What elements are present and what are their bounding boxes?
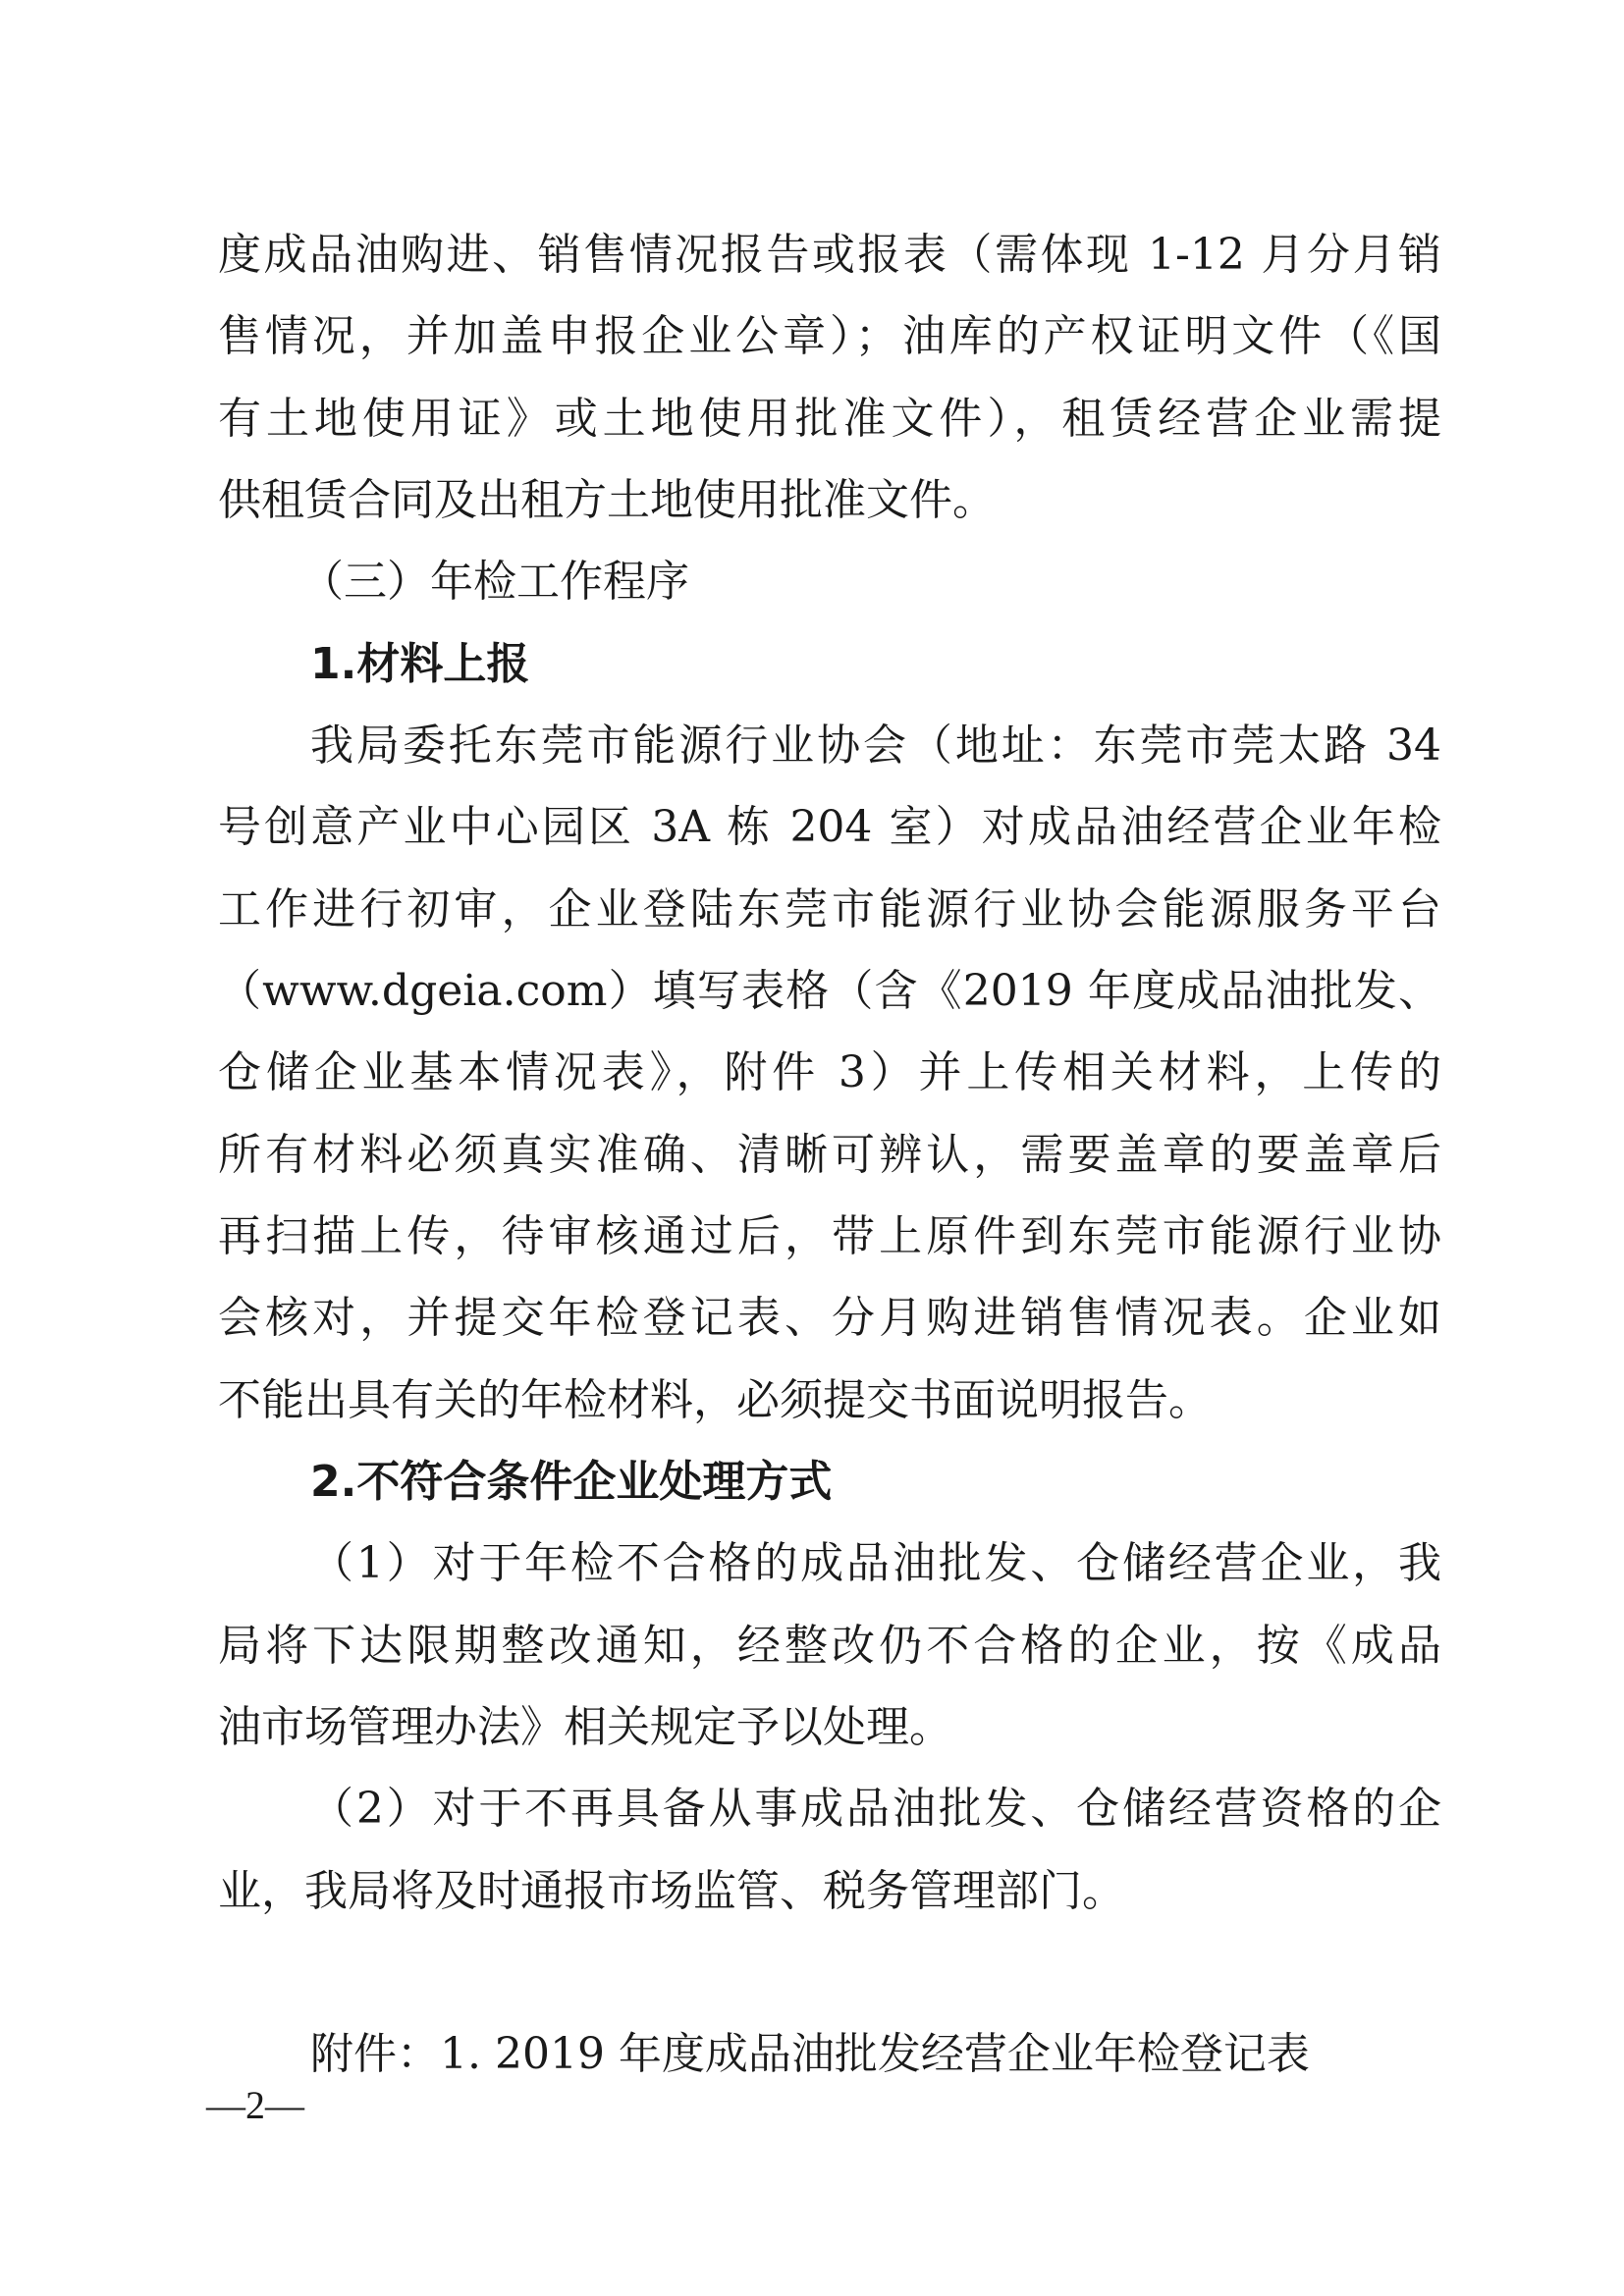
attachment-line: 附件：1. 2019 年度成品油批发经营企业年检登记表: [310, 2029, 1310, 2079]
sub1-line-1: 我局委托东莞市能源行业协会（地址：东莞市莞太路 34: [310, 721, 1441, 771]
sub1-line-9: 不能出具有关的年检材料，必须提交书面说明报告。: [218, 1375, 1212, 1425]
para1-line-3: 有土地使用证》或土地使用批准文件），租赁经营企业需提: [218, 394, 1441, 444]
sub2-item2-line-1: （2）对于不再具备从事成品油批发、仓储经营资格的企: [310, 1784, 1441, 1834]
para1-line-1: 度成品油购进、销售情况报告或报表（需体现 1-12 月分月销: [218, 230, 1441, 280]
page-number: —2—: [206, 2083, 304, 2127]
para1-line-2: 售情况，并加盖申报企业公章）；油库的产权证明文件（《国: [218, 311, 1441, 361]
sub1-line-4: （www.dgeia.com）填写表格（含《2019 年度成品油批发、: [218, 966, 1441, 1016]
sub1-line-2: 号创意产业中心园区 3A 栋 204 室）对成品油经营企业年检: [218, 802, 1441, 852]
sub2-item1-line-3: 油市场管理办法》相关规定予以处理。: [218, 1702, 952, 1752]
sub1-line-8: 会核对，并提交年检登记表、分月购进销售情况表。企业如: [218, 1293, 1441, 1343]
sub1-heading: 1.材料上报: [310, 639, 530, 689]
para1-line-4: 供租赁合同及出租方土地使用批准文件。: [218, 475, 996, 525]
sub1-line-5: 仓储企业基本情况表》，附件 3）并上传相关材料，上传的: [218, 1047, 1441, 1097]
section-3-title: （三）年检工作程序: [300, 557, 689, 607]
sub2-heading: 2.不符合条件企业处理方式: [310, 1457, 833, 1507]
sub1-line-7: 再扫描上传，待审核通过后，带上原件到东莞市能源行业协: [218, 1211, 1441, 1261]
sub1-line-3: 工作进行初审，企业登陆东莞市能源行业协会能源服务平台: [218, 884, 1441, 934]
sub2-item2-line-2: 业，我局将及时通报市场监管、税务管理部门。: [218, 1866, 1125, 1916]
sub2-item1-line-2: 局将下达限期整改通知，经整改仍不合格的企业，按《成品: [218, 1621, 1441, 1671]
sub2-item1-line-1: （1）对于年检不合格的成品油批发、仓储经营企业，我: [310, 1538, 1441, 1588]
sub1-line-6: 所有材料必须真实准确、清晰可辨认，需要盖章的要盖章后: [218, 1130, 1441, 1180]
